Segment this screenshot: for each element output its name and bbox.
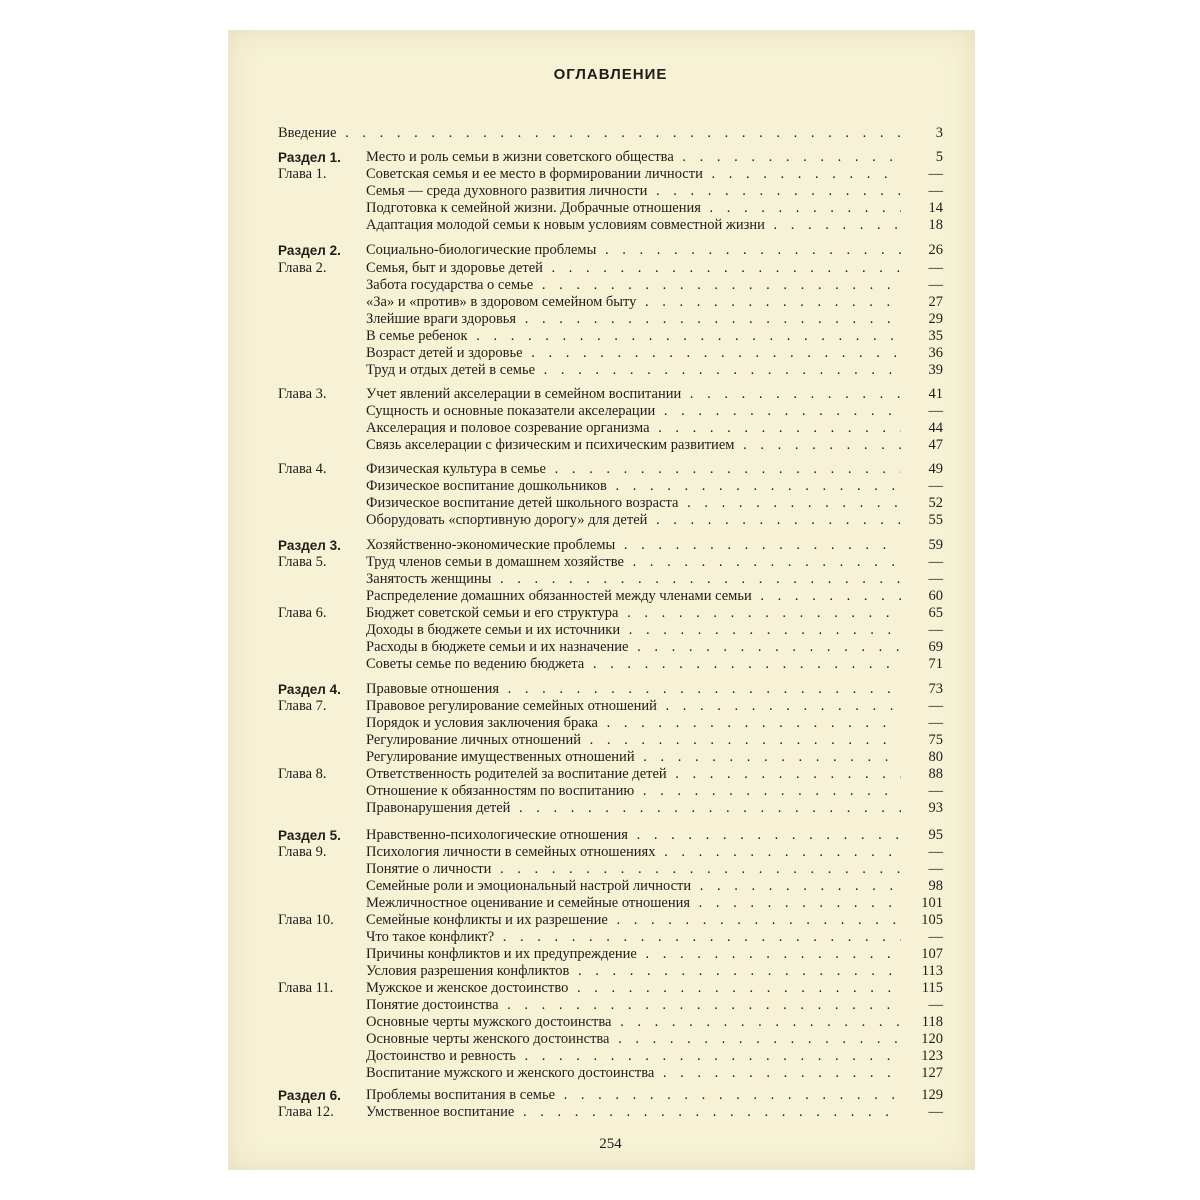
toc-entry-title: Труд членов семьи в домашнем хозяйстве . . .: [366, 554, 901, 571]
toc-entry-title: Хозяйственно-экономические проблемы . . .: [366, 537, 901, 554]
toc-entry-title: Доходы в бюджете семьи и их источники . . .: [366, 622, 901, 639]
toc-entry: [278, 512, 943, 529]
toc-entry-page: 27: [928, 294, 943, 310]
toc-entry-title: Регулирование личных отношений . . .: [366, 732, 901, 749]
toc-entry-page: 123: [921, 1048, 943, 1064]
toc-entry-title: Адаптация молодой семьи к новым условиям совместной жизни . . .: [366, 217, 901, 234]
toc-entry-title: Место и роль семьи в жизни советского общества . . .: [366, 149, 901, 166]
chapter-label: Глава 6.: [278, 605, 327, 621]
toc-entry-title: Воспитание мужского и женского достоинства . . .: [366, 1065, 901, 1082]
toc-entry: [278, 403, 943, 420]
toc-entry-title: Основные черты мужского достоинства . . .: [366, 1014, 901, 1031]
toc-entry: [278, 639, 943, 656]
toc-entry-title: Учет явлений акселерации в семейном воспитании . . .: [366, 386, 901, 403]
toc-entry-page: —: [928, 997, 943, 1013]
toc-entry-page: —: [928, 478, 943, 494]
toc-entry-page: 113: [921, 963, 943, 979]
toc-entry-title: Сущность и основные показатели акселерации . . .: [366, 403, 901, 420]
toc-entry-title: Акселерация и половое созревание организма . . .: [366, 420, 901, 437]
toc-entry: [278, 656, 943, 673]
toc-entry-page: —: [928, 783, 943, 799]
toc-entry: [278, 420, 943, 437]
toc-entry: [278, 217, 943, 234]
toc-entry-title: Физическая культура в семье . . .: [366, 461, 901, 478]
toc-entry-page: 5: [935, 149, 943, 165]
toc-entry: [278, 311, 943, 328]
toc-entry: [278, 980, 943, 997]
toc-entry-title: Занятость женщины . . .: [366, 571, 901, 588]
toc-entry-page: 60: [928, 588, 943, 604]
chapter-label: Глава 10.: [278, 912, 334, 928]
toc-entry-title: Регулирование имущественных отношений . . .: [366, 749, 901, 766]
toc-entry-title: Понятие о личности . . .: [366, 861, 901, 878]
toc-entry: [278, 1014, 943, 1031]
toc-entry-title: Семейные конфликты и их разрешение . . .: [366, 912, 901, 929]
toc-entry-page: 93: [928, 800, 943, 816]
toc-entry: [278, 946, 943, 963]
toc-entry-title: Подготовка к семейной жизни. Добрачные отношения . . .: [366, 200, 901, 217]
section-label: Раздел 5.: [278, 828, 341, 843]
toc-entry-page: 71: [928, 656, 943, 672]
toc-entry: [278, 537, 943, 554]
toc-entry: [278, 362, 943, 379]
toc-entry-page: 127: [921, 1065, 943, 1081]
toc-entry: [278, 437, 943, 454]
toc-entry-title: Что такое конфликт? . . .: [366, 929, 901, 946]
toc-entry-page: 129: [921, 1087, 943, 1103]
toc-entry-page: 3: [935, 125, 943, 141]
toc-entry: [278, 878, 943, 895]
toc-entry: [278, 277, 943, 294]
toc-entry: [278, 242, 943, 259]
toc-entry-page: 35: [928, 328, 943, 344]
toc-entry-page: —: [928, 571, 943, 587]
chapter-label: Глава 12.: [278, 1104, 334, 1120]
toc-entry-title: Физическое воспитание дошкольников . . .: [366, 478, 901, 495]
chapter-label: Глава 7.: [278, 698, 327, 714]
toc-entry: [278, 588, 943, 605]
toc-entry-title: Злейшие враги здоровья . . .: [366, 311, 901, 328]
toc-entry-title: Социально-биологические проблемы . . .: [366, 242, 901, 259]
toc-entry-page: —: [928, 715, 943, 731]
toc-entry-title: Основные черты женского достоинства . . .: [366, 1031, 901, 1048]
toc-entry-page: —: [928, 1104, 943, 1120]
toc-entry-page: 88: [928, 766, 943, 782]
toc-entry-page: 65: [928, 605, 943, 621]
toc-entry: [278, 260, 943, 277]
toc-entry: [278, 749, 943, 766]
toc-entry-page: —: [928, 622, 943, 638]
toc-entry-title: Советская семья и ее место в формировании личности . . .: [366, 166, 901, 183]
toc-entry: [278, 461, 943, 478]
toc-title: ОГЛАВЛЕНИЕ: [553, 66, 668, 83]
toc-entry-page: 69: [928, 639, 943, 655]
toc-entry: [278, 997, 943, 1014]
toc-entry-title: Связь акселерации с физическим и психическим развитием . . .: [366, 437, 901, 454]
toc-entry-page: —: [928, 277, 943, 293]
toc-entry: [278, 149, 943, 166]
book-page: [228, 30, 975, 1170]
toc-entry-page: 95: [928, 827, 943, 843]
toc-entry-page: 36: [928, 345, 943, 361]
toc-entry: [278, 1087, 943, 1104]
toc-entry-page: 120: [921, 1031, 943, 1047]
chapter-label: Глава 1.: [278, 166, 327, 182]
toc-entry: [278, 478, 943, 495]
toc-entry-page: —: [928, 260, 943, 276]
toc-entry: [278, 1048, 943, 1065]
toc-entry: [278, 125, 943, 142]
toc-entry-title: Физическое воспитание детей школьного возраста . . .: [366, 495, 901, 512]
toc-entry: [278, 554, 943, 571]
toc-entry-page: 39: [928, 362, 943, 378]
toc-entry-title: Возраст детей и здоровье . . .: [366, 345, 901, 362]
toc-entry-title: В семье ребенок . . .: [366, 328, 901, 345]
toc-entry-page: 98: [928, 878, 943, 894]
toc-entry-page: —: [928, 183, 943, 199]
toc-entry-title: Понятие достоинства . . .: [366, 997, 901, 1014]
toc-entry-page: 29: [928, 311, 943, 327]
section-label: Раздел 1.: [278, 150, 341, 165]
toc-entry-page: 105: [921, 912, 943, 928]
toc-entry-title: Бюджет советской семьи и его структура . . .: [366, 605, 901, 622]
chapter-label: Глава 4.: [278, 461, 327, 477]
toc-entry-title: Условия разрешения конфликтов . . .: [366, 963, 901, 980]
toc-entry: [278, 200, 943, 217]
page-number: 254: [599, 1136, 622, 1152]
toc-entry-page: 118: [921, 1014, 943, 1030]
toc-entry: [278, 715, 943, 732]
toc-entry: [278, 800, 943, 817]
toc-entry: [278, 1031, 943, 1048]
toc-entry-title: «За» и «против» в здоровом семейном быту . . .: [366, 294, 901, 311]
toc-entry-page: 73: [928, 681, 943, 697]
toc-entry-title: Советы семье по ведению бюджета . . .: [366, 656, 901, 673]
toc-entry-title: Забота государства о семье . . .: [366, 277, 901, 294]
toc-entry: [278, 895, 943, 912]
toc-entry-page: 49: [928, 461, 943, 477]
section-label: Раздел 4.: [278, 682, 341, 697]
toc-entry: [278, 732, 943, 749]
toc-entry: [278, 183, 943, 200]
toc-entry-title: Правовые отношения . . .: [366, 681, 901, 698]
toc-entry-title: Отношение к обязанностям по воспитанию . . .: [366, 783, 901, 800]
toc-entry-title: Ответственность родителей за воспитание детей . . .: [366, 766, 901, 783]
toc-entry-title: Порядок и условия заключения брака . . .: [366, 715, 901, 732]
toc-entry-page: —: [928, 929, 943, 945]
toc-entry-page: 14: [928, 200, 943, 216]
toc-entry-title: Семья — среда духовного развития личности . . .: [366, 183, 901, 200]
toc-entry: [278, 605, 943, 622]
chapter-label: Глава 8.: [278, 766, 327, 782]
toc-entry: [278, 622, 943, 639]
chapter-label: Глава 3.: [278, 386, 327, 402]
section-label: Раздел 3.: [278, 538, 341, 553]
toc-entry: [278, 963, 943, 980]
toc-entry-title: Причины конфликтов и их предупреждение . . .: [366, 946, 901, 963]
toc-entry: [278, 929, 943, 946]
toc-entry-page: 115: [921, 980, 943, 996]
toc-entry-page: —: [928, 554, 943, 570]
toc-entry-page: 44: [928, 420, 943, 436]
toc-entry-page: 80: [928, 749, 943, 765]
toc-entry: [278, 571, 943, 588]
section-label: Раздел 2.: [278, 243, 341, 258]
toc-entry: [278, 328, 943, 345]
toc-entry-page: 107: [921, 946, 943, 962]
toc-entry-page: —: [928, 403, 943, 419]
toc-entry-title: Правонарушения детей . . .: [366, 800, 901, 817]
toc-entry: [278, 1065, 943, 1082]
toc-entry-page: —: [928, 844, 943, 860]
chapter-label: Глава 9.: [278, 844, 327, 860]
toc-entry-page: 55: [928, 512, 943, 528]
toc-entry: [278, 912, 943, 929]
toc-entry-title: Правовое регулирование семейных отношений . . .: [366, 698, 901, 715]
toc-entry-title: Психология личности в семейных отношениях . . .: [366, 844, 901, 861]
toc-entry: [278, 386, 943, 403]
toc-entry: [278, 1104, 943, 1121]
toc-entry-page: 52: [928, 495, 943, 511]
toc-entry: [278, 783, 943, 800]
section-label: Раздел 6.: [278, 1088, 341, 1103]
toc-entry: [278, 766, 943, 783]
toc-entry-page: 47: [928, 437, 943, 453]
toc-entry-title: Межличностное оценивание и семейные отношения . . .: [366, 895, 901, 912]
toc-entry: [278, 495, 943, 512]
chapter-label: Глава 2.: [278, 260, 327, 276]
toc-entry: [278, 681, 943, 698]
toc-entry-title: Проблемы воспитания в семье . . .: [366, 1087, 901, 1104]
toc-entry: [278, 166, 943, 183]
toc-entry-page: —: [928, 698, 943, 714]
toc-entry-page: 75: [928, 732, 943, 748]
toc-entry-title: Умственное воспитание . . .: [366, 1104, 901, 1121]
toc-entry-title: Оборудовать «спортивную дорогу» для детей . . .: [366, 512, 901, 529]
toc-entry-title: Введение . . .: [278, 125, 901, 142]
toc-entry-title: Труд и отдых детей в семье . . .: [366, 362, 901, 379]
toc-entry: [278, 345, 943, 362]
toc-entry-page: 101: [921, 895, 943, 911]
toc-entry: [278, 827, 943, 844]
toc-entry-title: Семейные роли и эмоциональный настрой личности . . .: [366, 878, 901, 895]
toc-entry-title: Мужское и женское достоинство . . .: [366, 980, 901, 997]
toc-entry: [278, 861, 943, 878]
toc-entry-title: Нравственно-психологические отношения . . .: [366, 827, 901, 844]
toc-entry-page: 26: [928, 242, 943, 258]
toc-entry-title: Расходы в бюджете семьи и их назначение . . .: [366, 639, 901, 656]
toc-entry: [278, 698, 943, 715]
toc-entry-page: 41: [928, 386, 943, 402]
toc-entry-page: 59: [928, 537, 943, 553]
toc-entry-title: Распределение домашних обязанностей между членами семьи . . .: [366, 588, 901, 605]
chapter-label: Глава 11.: [278, 980, 334, 996]
toc-entry-title: Семья, быт и здоровье детей . . .: [366, 260, 901, 277]
toc-entry-page: —: [928, 861, 943, 877]
toc-entry: [278, 844, 943, 861]
toc-entry: [278, 294, 943, 311]
toc-entry-title: Достоинство и ревность . . .: [366, 1048, 901, 1065]
toc-entry-page: —: [928, 166, 943, 182]
chapter-label: Глава 5.: [278, 554, 327, 570]
toc-entry-page: 18: [928, 217, 943, 233]
